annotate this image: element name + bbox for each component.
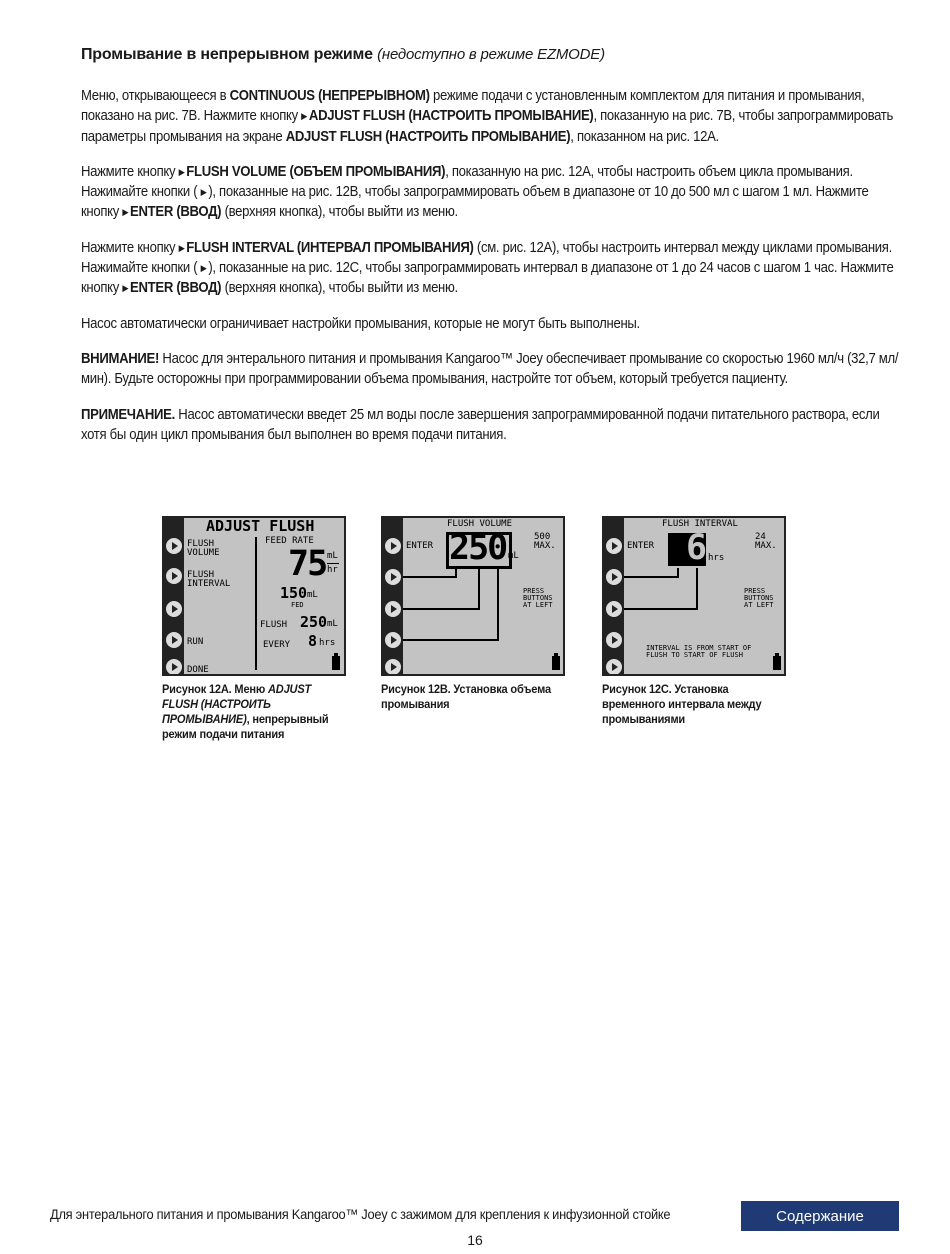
screen-title: ADJUST FLUSH (206, 517, 315, 535)
battery-icon (773, 656, 781, 670)
contents-button-label: Содержание (776, 1207, 864, 1225)
text: Насос автоматически введет 25 мл воды после завершения запрограммированной подачи питательного раствора, если хотя бы один цикл промывания был выполнен во время подачи питания. (81, 406, 880, 443)
flush-volume-button[interactable] (166, 538, 182, 554)
adjust-flush-screen (162, 516, 346, 676)
unit-fraction-line (327, 563, 339, 564)
arrow-icon: ▶ (122, 283, 129, 294)
text: режиме подачи с установленным комплектом для питания и промывания, показано на рис. 7B. Нажмите кнопку (81, 88, 865, 125)
section-heading (81, 46, 903, 64)
connector-line (403, 639, 499, 641)
arrow-icon: ▶ (200, 263, 207, 274)
flush-label: FLUSH (260, 620, 288, 630)
screen-title: FLUSH VOLUME (447, 519, 513, 529)
connector-line (624, 608, 698, 610)
connector-line (624, 576, 679, 578)
flush-value: 250 (300, 613, 328, 631)
hundreds-button[interactable] (385, 569, 401, 585)
enter-button[interactable] (606, 538, 622, 554)
rate-value: 75 (288, 544, 327, 584)
figure-caption (162, 682, 331, 742)
tens-button[interactable] (606, 569, 622, 585)
text: Нажмите кнопку (81, 163, 179, 180)
done-label: DONE (187, 665, 209, 675)
caption-text: , непрерывный режим подачи питания (162, 712, 329, 741)
enter-label: ENTER (406, 541, 434, 551)
bold-text: ENTER (ВВОД) (130, 204, 222, 221)
flush-interval-button[interactable] (166, 568, 182, 584)
every-label: EVERY (263, 640, 291, 650)
figure-12b (381, 516, 571, 712)
every-value: 8 (308, 632, 318, 650)
caption-text: Рисунок 12A. Меню (162, 682, 269, 696)
caption-italic: ADJUST FLUSH (НАСТРОИТЬ ПРОМЫВАНИЕ) (162, 682, 312, 726)
press-buttons-hint: PRESS BUTTONS AT LEFT (523, 587, 553, 609)
button-column (383, 518, 403, 674)
text: ), показанные на рис. 12C, чтобы запрограммировать интервал в диапазоне от 1 до 24 часов с шагом 1 час. Нажмите кнопку (81, 260, 894, 297)
arrow-icon: ▶ (178, 166, 185, 177)
arrow-icon: ▶ (122, 207, 129, 218)
paragraph-flush-interval (81, 238, 903, 299)
rate-unit-ml: mL (327, 551, 338, 561)
warning-label: ВНИМАНИЕ! (81, 350, 160, 367)
arrow-icon: ▶ (200, 187, 207, 198)
text: , показанную на рис. 12A, чтобы настроить объем цикла промывания. Нажимайте кнопки ( (81, 163, 853, 201)
text: Насос для энтерального питания и промывания Kangaroo™ Joey обеспечивает промывание со скоростью 1960 мл/ч (32,7 мл/мин). Будьте осторожны при программировании объема промывания, настройте тот объем, который требуется пациенту. (81, 350, 899, 388)
flush-interval-screen (602, 516, 786, 676)
run-label: RUN (187, 637, 204, 647)
text: , показанную на рис. 7B, чтобы запрограммировать параметры промывания на экране (81, 108, 894, 145)
figures-row (0, 516, 950, 756)
button-column (604, 518, 624, 674)
flush-unit: mL (327, 619, 338, 629)
text: (верхняя кнопка), чтобы выйти из меню. (221, 280, 458, 297)
connector-line (403, 576, 457, 578)
heading-title: Промывание в непрерывном режиме (81, 46, 373, 63)
text: (см. рис. 12A), чтобы настроить интервал между циклами промывания. Нажимайте кнопки ( (81, 239, 892, 277)
note-label: ПРИМЕЧАНИЕ. (81, 406, 175, 423)
footer-text: Для энтерального питания и промывания Kangaroo™ Joey с зажимом для крепления к инфузионной стойке (50, 1206, 671, 1222)
figure-caption: Рисунок 12C. Установка временного интервала между промываниями (602, 682, 762, 726)
figure-caption: Рисунок 12B. Установка объема промывания (381, 682, 551, 711)
ones-button[interactable] (385, 632, 401, 648)
blank-button[interactable] (606, 632, 622, 648)
interval-value: 6 (686, 528, 706, 568)
fed-unit: mL (307, 590, 318, 600)
rate-unit-hr: hr (327, 565, 338, 575)
flush-volume-screen (381, 516, 565, 676)
blank-button[interactable] (166, 601, 182, 617)
paragraph-warning (81, 349, 903, 390)
figure-12c (602, 516, 792, 727)
arrow-icon: ▶ (178, 242, 185, 253)
volume-value: 250 (449, 528, 507, 568)
bold-text: ADJUST FLUSH (НАСТРОИТЬ ПРОМЫВАНИЕ) (308, 108, 594, 125)
connector-line (478, 568, 480, 609)
screen-title: FLUSH INTERVAL (662, 519, 738, 529)
text: , показанном на рис. 12A. (570, 128, 719, 145)
battery-icon (552, 656, 560, 670)
fed-value: 150 (280, 584, 308, 602)
figure-12a (162, 516, 346, 742)
text: ), показанные на рис. 12B, чтобы запрограммировать объем в диапазоне от 10 до 500 мл с шагом 1 мл. Нажмите кнопку (81, 184, 869, 221)
blank-button[interactable] (385, 659, 401, 675)
text: (верхняя кнопка), чтобы выйти из меню. (221, 204, 458, 221)
bold-text: FLUSH INTERVAL (ИНТЕРВАЛ ПРОМЫВАНИЯ) (186, 239, 474, 256)
every-unit: hrs (319, 638, 336, 648)
page-number: 16 (467, 1232, 483, 1248)
flush-volume-label: FLUSH VOLUME (187, 539, 220, 558)
interval-note: INTERVAL IS FROM START OF FLUSH TO START OF FLUSH (646, 644, 752, 659)
text: Меню, открывающееся в (81, 88, 230, 104)
connector-line (696, 568, 698, 609)
tens-button[interactable] (385, 601, 401, 617)
done-button[interactable] (166, 659, 182, 675)
paragraph-note (81, 405, 903, 446)
max-value: 24 (755, 532, 766, 542)
ones-button[interactable] (606, 601, 622, 617)
run-button[interactable] (166, 632, 182, 648)
bold-text: ADJUST FLUSH (НАСТРОИТЬ ПРОМЫВАНИЕ) (285, 128, 571, 145)
text: Нажмите кнопку (81, 239, 179, 256)
paragraph-flush-volume (81, 162, 903, 223)
interval-unit: hrs (708, 553, 725, 563)
flush-interval-label: FLUSH INTERVAL (187, 570, 231, 589)
bold-text: CONTINUOUS (НЕПРЕРЫВНОМ) (229, 88, 430, 104)
arrow-icon: ▶ (301, 111, 308, 122)
main-content (81, 46, 903, 460)
fed-label: FED (291, 601, 304, 609)
paragraph-limits (81, 314, 903, 334)
press-buttons-hint: PRESS BUTTONS AT LEFT (744, 587, 774, 609)
enter-label: ENTER (627, 541, 655, 551)
enter-button[interactable] (385, 538, 401, 554)
button-column (164, 518, 184, 674)
text: Насос автоматически ограничивает настройки промывания, которые не могут быть выполнены. (81, 315, 640, 332)
bold-text: ENTER (ВВОД) (130, 280, 222, 297)
contents-button[interactable] (741, 1201, 899, 1231)
divider (255, 537, 257, 670)
heading-subtitle: (недоступно в режиме EZMODE) (377, 46, 605, 63)
max-label: MAX. (534, 541, 556, 551)
connector-line (403, 608, 480, 610)
max-label: MAX. (755, 541, 777, 551)
feed-rate-label: FEED RATE (265, 536, 314, 546)
blank-button[interactable] (606, 659, 622, 675)
paragraph-continuous-menu (81, 86, 903, 147)
battery-icon (332, 656, 340, 670)
volume-unit: mL (508, 551, 519, 561)
bold-text: FLUSH VOLUME (ОБЪЕМ ПРОМЫВАНИЯ) (186, 163, 446, 180)
connector-line (497, 568, 499, 640)
max-value: 500 (534, 532, 551, 542)
